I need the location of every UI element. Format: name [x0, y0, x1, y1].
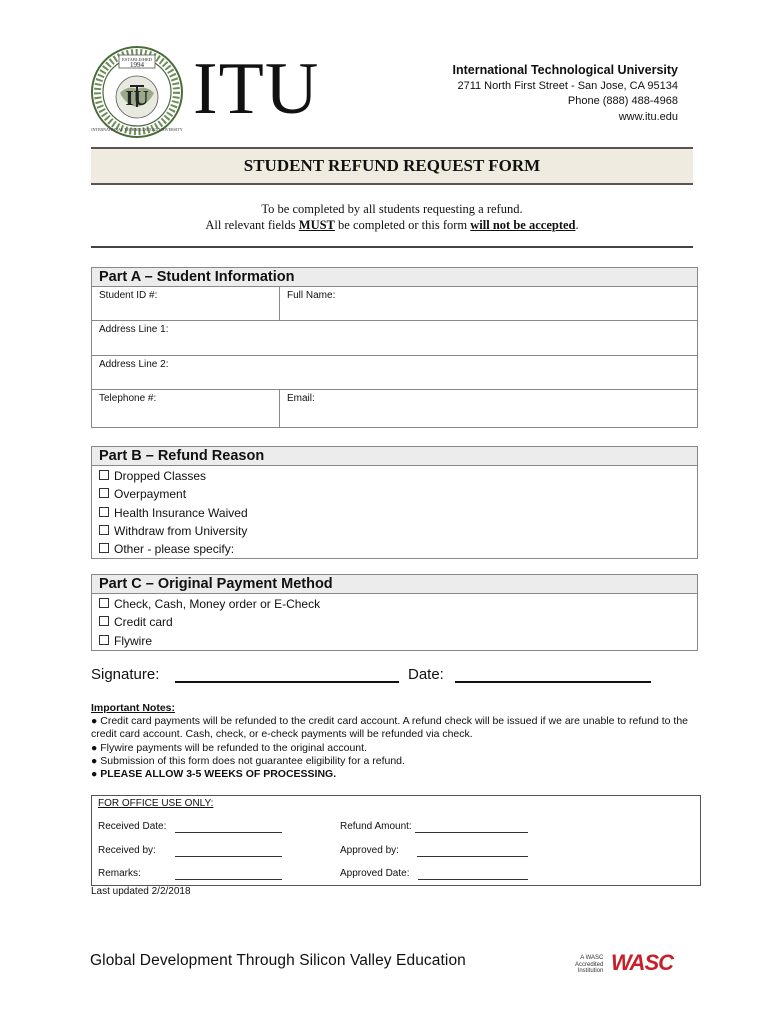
- important-notes-title: Important Notes:: [91, 702, 175, 714]
- received-by-field[interactable]: [175, 856, 282, 857]
- university-contact-block: [452, 63, 678, 125]
- university-name: International Technological University: [452, 63, 678, 77]
- last-updated: Last updated 2/2/2018: [91, 886, 191, 897]
- refund-amount-field[interactable]: [415, 832, 528, 833]
- university-phone: Phone (888) 488-4968: [567, 95, 678, 107]
- refund-reason-option[interactable]: Health Insurance Waived: [92, 504, 697, 522]
- approved-by-field[interactable]: [417, 856, 528, 857]
- office-use-heading: FOR OFFICE USE ONLY:: [98, 798, 214, 809]
- part-c-heading: Part C – Original Payment Method: [92, 575, 697, 594]
- date-label: Date:: [408, 666, 444, 683]
- address-line-1-label: Address Line 1:: [99, 324, 169, 335]
- refund-reason-option[interactable]: Dropped Classes: [92, 467, 697, 485]
- checkbox-icon[interactable]: [99, 616, 109, 626]
- seal-established-text: ESTABLISHED: [122, 57, 152, 62]
- payment-method-option[interactable]: Credit card: [92, 613, 697, 631]
- remarks-field[interactable]: [175, 879, 282, 880]
- refund-reason-option[interactable]: Overpayment: [92, 485, 697, 503]
- received-by-label: Received by:: [98, 845, 156, 856]
- signature-label: Signature:: [91, 666, 160, 683]
- form-title: STUDENT REFUND REQUEST FORM: [243, 156, 541, 175]
- checkbox-icon[interactable]: [99, 635, 109, 645]
- university-address: 2711 North First Street - San Jose, CA 95134: [457, 79, 678, 92]
- address-line-2-field[interactable]: [92, 356, 697, 389]
- address-line-2-label: Address Line 2:: [99, 359, 169, 370]
- seal-year-text: 1994: [130, 61, 144, 69]
- address-line-1-field[interactable]: [92, 321, 697, 355]
- approved-date-label: Approved Date:: [340, 868, 410, 879]
- note-item: ● Submission of this form does not guarantee eligibility for a refund.: [91, 754, 405, 767]
- part-b-heading: Part B – Refund Reason: [92, 447, 697, 466]
- footer-tagline: Global Development Through Silicon Valley Education: [90, 952, 466, 969]
- checkbox-icon[interactable]: [99, 488, 109, 498]
- email-field[interactable]: [279, 390, 697, 427]
- student-id-field[interactable]: [92, 287, 279, 320]
- must-emphasis: MUST: [298, 218, 335, 232]
- full-name-label: Full Name:: [287, 290, 336, 301]
- approved-by-label: Approved by:: [340, 845, 399, 856]
- checkbox-icon[interactable]: [99, 507, 109, 517]
- refund-amount-label: Refund Amount:: [340, 821, 412, 832]
- wasc-logo: WASC: [611, 950, 673, 975]
- part-a-heading: Part A – Student Information: [92, 268, 697, 287]
- approved-date-field[interactable]: [418, 879, 528, 880]
- divider: [91, 246, 693, 248]
- part-b-refund-reason: [91, 446, 698, 559]
- svg-text:IU: IU: [125, 86, 149, 110]
- seal-ring-text: INTERNATIONAL TECHNOLOGICAL UNIVERSITY: [91, 127, 183, 132]
- part-a-student-information: [91, 267, 698, 428]
- date-line[interactable]: [455, 681, 651, 683]
- remarks-label: Remarks:: [98, 868, 141, 879]
- instructions-line-2: All relevant fields MUST be completed or this form will not be accepted.: [205, 218, 579, 232]
- refund-reason-option[interactable]: Other - please specify:: [92, 540, 697, 558]
- payment-method-option[interactable]: Flywire: [92, 632, 697, 650]
- telephone-label: Telephone #:: [99, 393, 157, 404]
- student-id-label: Student ID #:: [99, 290, 158, 301]
- checkbox-icon[interactable]: [99, 598, 109, 608]
- checkbox-icon[interactable]: [99, 525, 109, 535]
- received-date-label: Received Date:: [98, 821, 167, 832]
- itu-logo-text: ITU: [193, 48, 320, 130]
- form-instructions: [91, 201, 693, 233]
- payment-method-option[interactable]: Check, Cash, Money order or E-Check: [92, 595, 697, 613]
- email-label: Email:: [287, 393, 315, 404]
- refund-reason-option[interactable]: Withdraw from University: [92, 522, 697, 540]
- full-name-field[interactable]: [279, 287, 697, 320]
- checkbox-icon[interactable]: [99, 470, 109, 480]
- part-c-original-payment-method: [91, 574, 698, 651]
- accreditation-text: A WASC Accredited Institution: [575, 955, 604, 974]
- note-item: ● PLEASE ALLOW 3-5 WEEKS OF PROCESSING.: [91, 768, 337, 781]
- signature-line[interactable]: [175, 681, 399, 683]
- note-item: ● Flywire payments will be refunded to the original account.: [91, 741, 367, 754]
- checkbox-icon[interactable]: [99, 543, 109, 553]
- telephone-field[interactable]: [92, 390, 279, 427]
- instructions-line-1: To be completed by all students requesting a refund.: [261, 202, 523, 216]
- university-website[interactable]: www.itu.edu: [618, 110, 678, 123]
- important-notes: [91, 702, 691, 781]
- university-seal: [90, 45, 184, 139]
- form-title-bar: [91, 147, 693, 185]
- received-date-field[interactable]: [175, 832, 282, 833]
- not-accepted-emphasis: will not be accepted: [470, 218, 576, 232]
- office-use-box: [91, 795, 701, 886]
- note-item: ● Credit card payments will be refunded to the credit card account. A refund check will be issued if we are unable to refund to the credit card account. Cash, check, or e-check payments will be refunded via check.: [91, 715, 689, 741]
